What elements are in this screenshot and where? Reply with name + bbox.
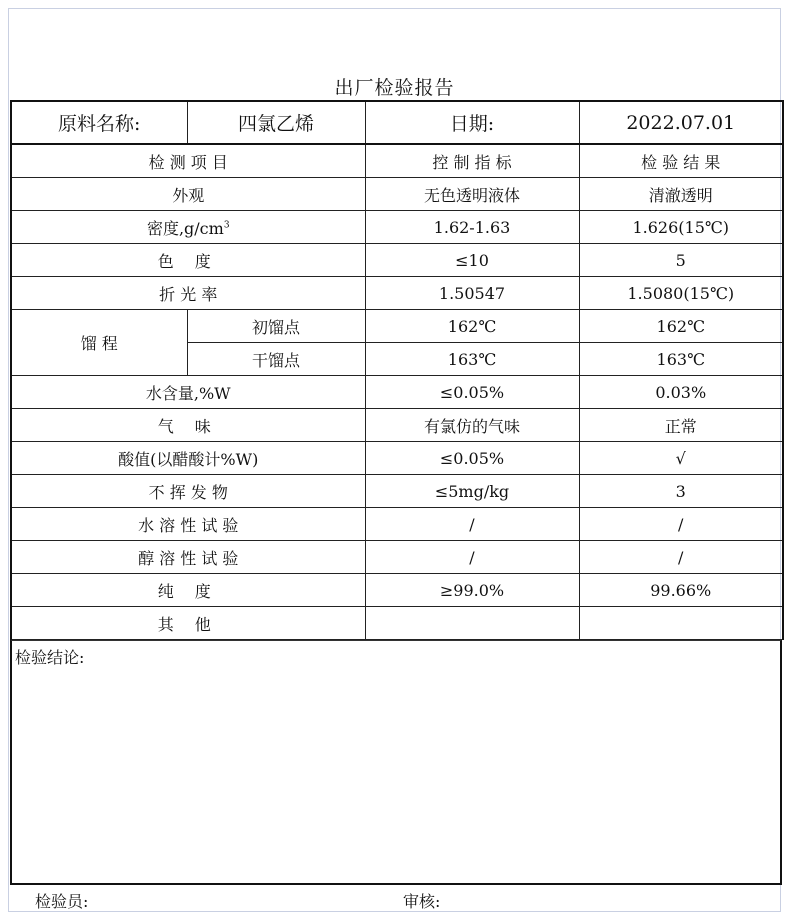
sub-item-cell: 干馏点	[187, 343, 365, 376]
result-cell[interactable]: √	[579, 442, 783, 475]
inspection-table	[10, 100, 784, 640]
table-row	[11, 442, 783, 475]
table-row	[11, 508, 783, 541]
spec-cell[interactable]: 1.50547	[365, 277, 579, 310]
result-cell[interactable]: 1.5080(15℃)	[579, 277, 783, 310]
result-cell[interactable]: 99.66%	[579, 574, 783, 607]
result-cell[interactable]: 5	[579, 244, 783, 277]
table-row	[11, 178, 783, 211]
sub-item-cell: 初馏点	[187, 310, 365, 343]
conclusion-box[interactable]	[10, 640, 782, 885]
col-spec-header: 控 制 指 标	[365, 144, 579, 178]
table-row	[11, 277, 783, 310]
spec-cell[interactable]: ≤5mg/kg	[365, 475, 579, 508]
item-cell: 其 他	[11, 607, 365, 640]
item-cell: 酸值(以醋酸计%W)	[11, 442, 365, 475]
inspector-label: 检验员:	[35, 892, 89, 911]
superscript: 3	[223, 220, 230, 231]
result-cell[interactable]: /	[579, 508, 783, 541]
report-title: 出厂检验报告	[334, 77, 455, 99]
reviewer-label: 审核:	[403, 892, 441, 911]
result-cell[interactable]: 163℃	[579, 343, 783, 376]
item-cell	[11, 211, 365, 244]
table-row	[11, 211, 783, 244]
date-value[interactable]: 2022.07.01	[579, 101, 783, 144]
result-cell[interactable]	[579, 607, 783, 640]
item-cell: 色 度	[11, 244, 365, 277]
spec-cell[interactable]: 有氯仿的气味	[365, 409, 579, 442]
table-row	[11, 541, 783, 574]
result-cell[interactable]: 1.626(15℃)	[579, 211, 783, 244]
item-cell: 水 溶 性 试 验	[11, 508, 365, 541]
col-result-header: 检 验 结 果	[579, 144, 783, 178]
table-row	[11, 376, 783, 409]
result-cell[interactable]: 3	[579, 475, 783, 508]
item-cell: 不 挥 发 物	[11, 475, 365, 508]
spec-cell[interactable]	[365, 607, 579, 640]
spec-cell[interactable]: ≥99.0%	[365, 574, 579, 607]
group-cell-distillation: 馏 程	[11, 310, 187, 376]
col-item-header: 检 测 项 目	[11, 144, 365, 178]
material-label: 原料名称:	[11, 101, 187, 144]
date-label: 日期:	[365, 101, 579, 144]
column-header-row	[11, 144, 783, 178]
result-cell[interactable]: 清澈透明	[579, 178, 783, 211]
table-row	[11, 607, 783, 640]
report-page	[8, 8, 781, 912]
material-value[interactable]: 四氯乙烯	[187, 101, 365, 144]
spec-cell[interactable]: /	[365, 541, 579, 574]
spec-cell[interactable]: 162℃	[365, 310, 579, 343]
spec-cell[interactable]: ≤0.05%	[365, 442, 579, 475]
spec-cell[interactable]: /	[365, 508, 579, 541]
conclusion-label: 检验结论:	[15, 648, 85, 667]
spec-cell[interactable]: 163℃	[365, 343, 579, 376]
spec-cell[interactable]: 1.62-1.63	[365, 211, 579, 244]
item-cell: 折 光 率	[11, 277, 365, 310]
table-row	[11, 475, 783, 508]
result-cell[interactable]: 162℃	[579, 310, 783, 343]
item-cell: 外观	[11, 178, 365, 211]
table-row	[11, 244, 783, 277]
header-row	[11, 101, 783, 144]
spec-cell[interactable]: ≤10	[365, 244, 579, 277]
spec-cell[interactable]: 无色透明液体	[365, 178, 579, 211]
item-cell: 水含量,%W	[11, 376, 365, 409]
item-text: 密度,g/cm	[146, 218, 224, 238]
result-cell[interactable]: 正常	[579, 409, 783, 442]
item-cell: 气 味	[11, 409, 365, 442]
table-row	[11, 574, 783, 607]
spec-cell[interactable]: ≤0.05%	[365, 376, 579, 409]
result-cell[interactable]: /	[579, 541, 783, 574]
item-cell: 纯 度	[11, 574, 365, 607]
table-row	[11, 409, 783, 442]
item-cell: 醇 溶 性 试 验	[11, 541, 365, 574]
table-row	[11, 310, 783, 343]
result-cell[interactable]: 0.03%	[579, 376, 783, 409]
